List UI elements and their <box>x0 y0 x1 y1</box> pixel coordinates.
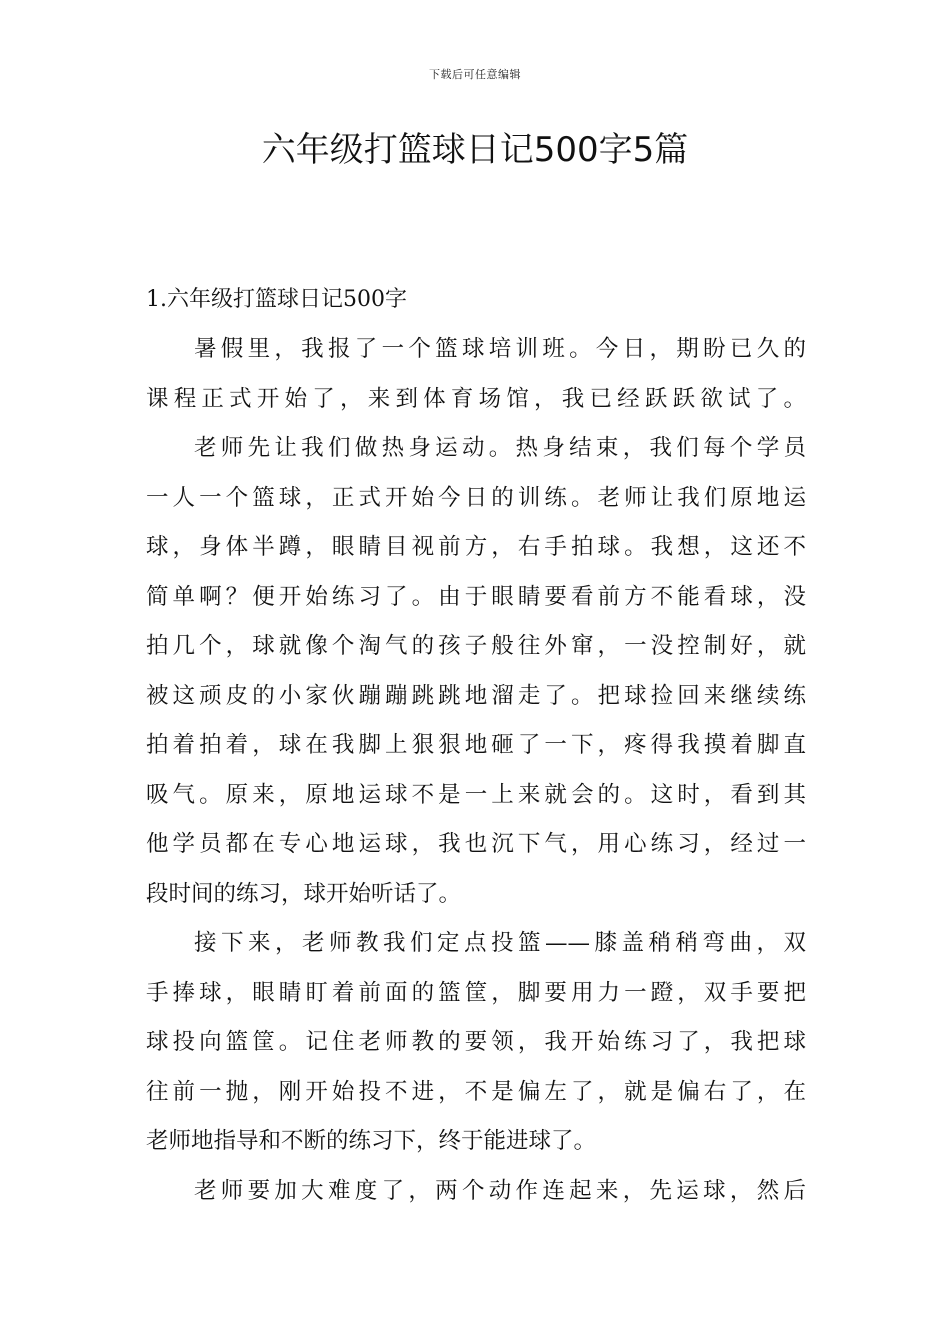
section-heading: 1.六年级打篮球日记500字 <box>146 287 407 312</box>
header-note: 下载后可任意编辑 <box>429 68 521 81</box>
text-line: 一人一个篮球，正式开始今日的训练。老师让我们原地运 <box>146 484 806 511</box>
text-line: 接下来，老师教我们定点投篮——膝盖稍稍弯曲，双 <box>194 930 806 956</box>
text-line: 球投向篮筐。记住老师教的要领，我开始练习了，我把球 <box>146 1029 806 1055</box>
text-line: 简单啊？便开始练习了。由于眼睛要看前方不能看球，没 <box>146 583 806 610</box>
text-line: 段时间的练习，球开始听话了。 <box>146 880 462 907</box>
paragraph <box>146 325 806 424</box>
paragraph <box>146 919 806 1167</box>
document-body <box>146 280 806 1216</box>
text-line: 吸气。原来，原地运球不是一上来就会的。这时，看到其 <box>146 781 806 808</box>
text-line: 往前一抛，刚开始投不进，不是偏左了，就是偏右了，在 <box>146 1078 806 1105</box>
text-line: 他学员都在专心地运球，我也沉下气，用心练习，经过一 <box>146 831 806 857</box>
text-line: 被这顽皮的小家伙蹦蹦跳跳地溜走了。把球捡回来继续练 <box>146 682 806 709</box>
paragraph <box>146 424 806 919</box>
text-line: 课程正式开始了，来到体育场馆，我已经跃跃欲试了。 <box>146 385 806 412</box>
paragraph <box>146 1167 806 1217</box>
text-line: 拍着拍着，球在我脚上狠狠地砸了一下，疼得我摸着脚直 <box>146 732 806 758</box>
document-title: 六年级打篮球日记500字5篇 <box>261 130 689 170</box>
text-line: 拍几个，球就像个淘气的孩子般往外窜，一没控制好，就 <box>146 633 806 659</box>
text-line: 老师地指导和不断的练习下，终于能进球了。 <box>146 1128 597 1154</box>
text-line: 球，身体半蹲，眼睛目视前方，右手拍球。我想，这还不 <box>146 534 806 560</box>
text-line: 老师要加大难度了，两个动作连起来，先运球，然后 <box>194 1177 806 1204</box>
text-line: 暑假里，我报了一个篮球培训班。今日，期盼已久的 <box>194 336 806 362</box>
text-line: 老师先让我们做热身运动。热身结束，我们每个学员 <box>194 435 806 461</box>
text-line: 手捧球，眼睛盯着前面的篮筐，脚要用力一蹬，双手要把 <box>146 979 806 1006</box>
